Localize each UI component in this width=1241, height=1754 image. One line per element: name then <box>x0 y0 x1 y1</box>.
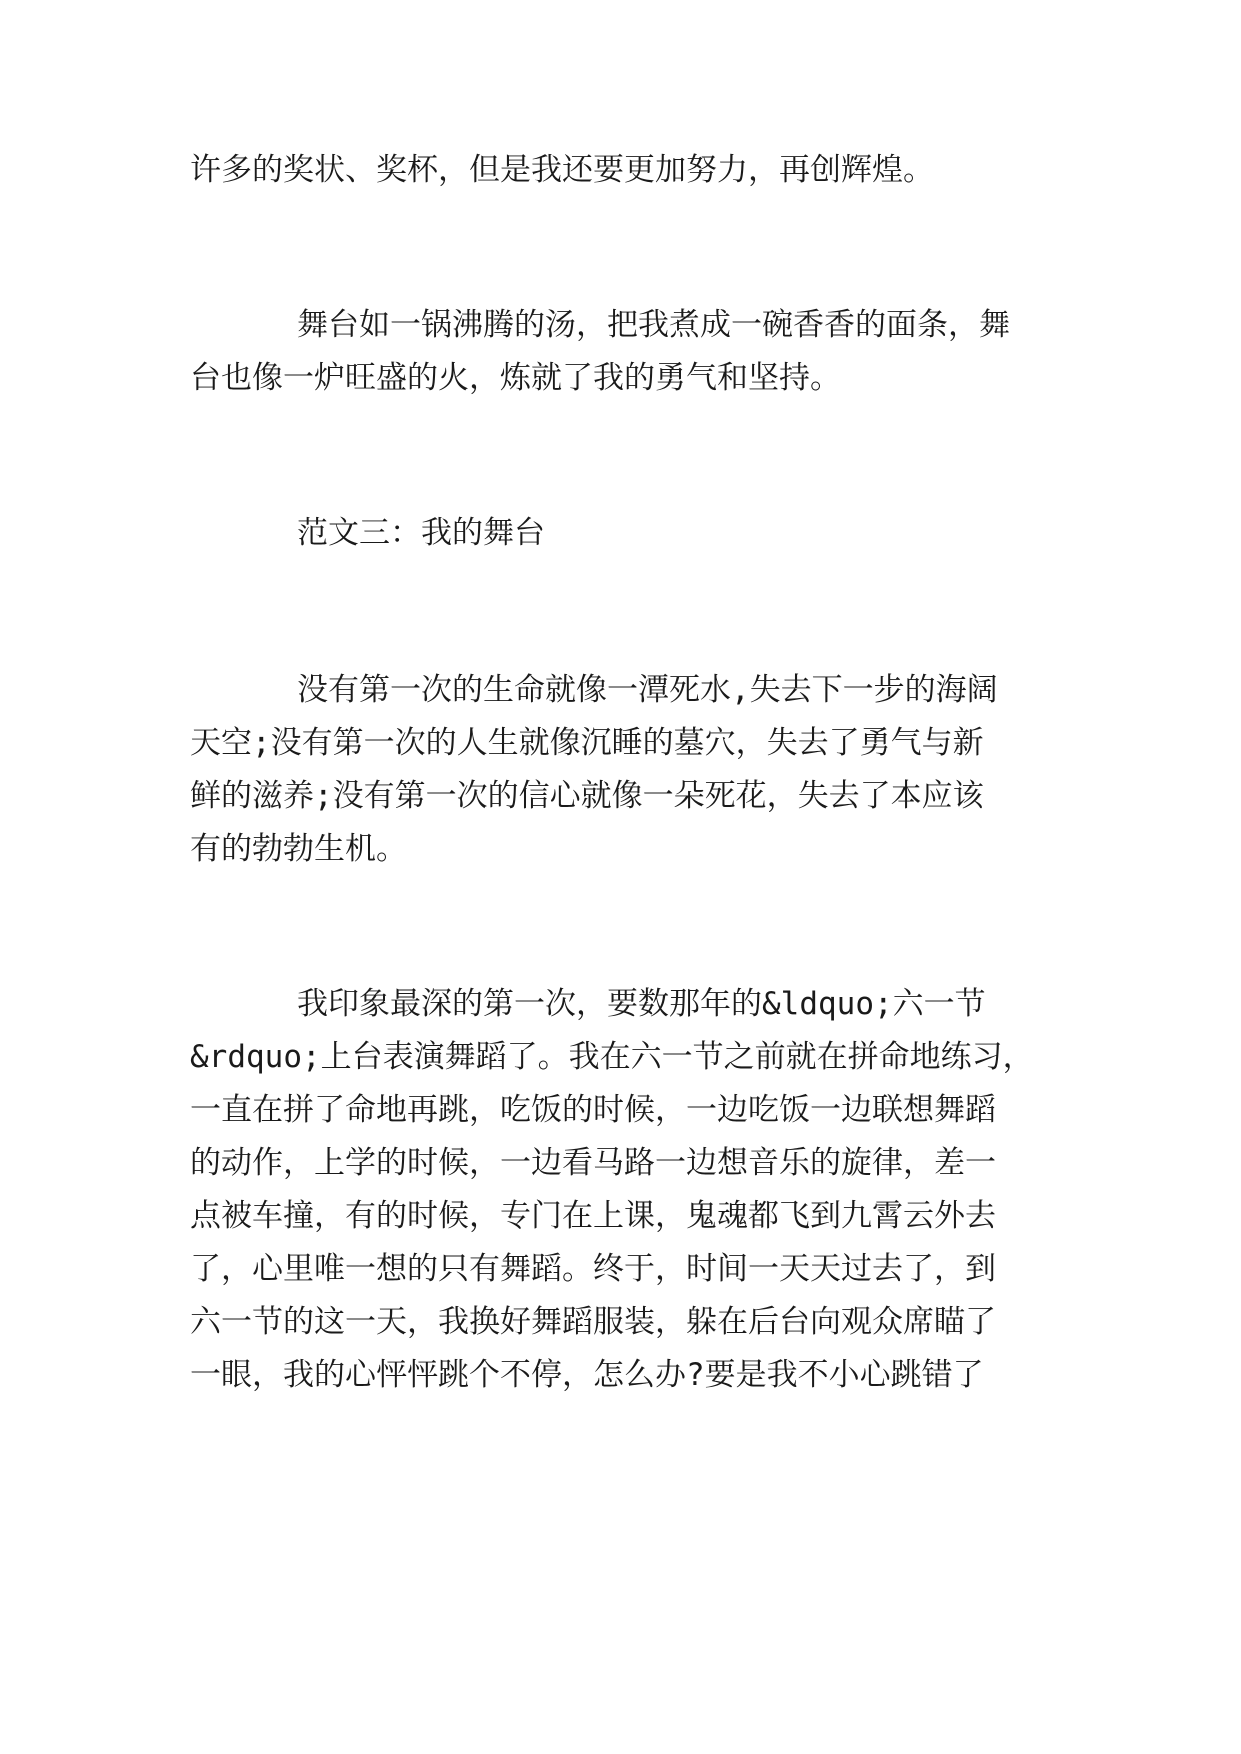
paragraph-4-line-5: 点被车撞，有的时候，专门在上课，鬼魂都飞到九霄云外去 <box>190 1198 996 1234</box>
paragraph-4-line-4: 的动作，上学的时候，一边看马路一边想音乐的旋律，差一 <box>190 1145 996 1181</box>
paragraph-2-line-1: 舞台如一锅沸腾的汤，把我煮成一碗香香的面条，舞 <box>297 307 1010 343</box>
paragraph-3-line-2: 天空;没有第一次的人生就像沉睡的墓穴，失去了勇气与新 <box>190 725 984 761</box>
paragraph-4-line-1: 我印象最深的第一次，要数那年的&ldquo;六一节 <box>297 986 986 1022</box>
paragraph-4-line-3: 一直在拼了命地再跳，吃饭的时候，一边吃饭一边联想舞蹈 <box>190 1092 996 1128</box>
paragraph-3-line-1: 没有第一次的生命就像一潭死水,失去下一步的海阔 <box>297 672 998 708</box>
paragraph-1-line-1: 许多的奖状、奖杯，但是我还要更加努力，再创辉煌。 <box>190 152 934 188</box>
paragraph-4-line-7: 六一节的这一天，我换好舞蹈服装，躲在后台向观众席瞄了 <box>190 1304 996 1340</box>
paragraph-4-line-6: 了，心里唯一想的只有舞蹈。终于，时间一天天过去了，到 <box>190 1251 996 1287</box>
paragraph-4-line-2: &rdquo;上台表演舞蹈了。我在六一节之前就在拼命地练习， <box>190 1039 1034 1075</box>
paragraph-2-line-2: 台也像一炉旺盛的火，炼就了我的勇气和坚持。 <box>190 360 841 396</box>
paragraph-3-line-4: 有的勃勃生机。 <box>190 831 407 867</box>
section-heading: 范文三：我的舞台 <box>297 515 545 551</box>
paragraph-3-line-3: 鲜的滋养;没有第一次的信心就像一朵死花，失去了本应该 <box>190 778 984 814</box>
paragraph-4-line-8: 一眼，我的心怦怦跳个不停，怎么办?要是我不小心跳错了 <box>190 1357 984 1393</box>
